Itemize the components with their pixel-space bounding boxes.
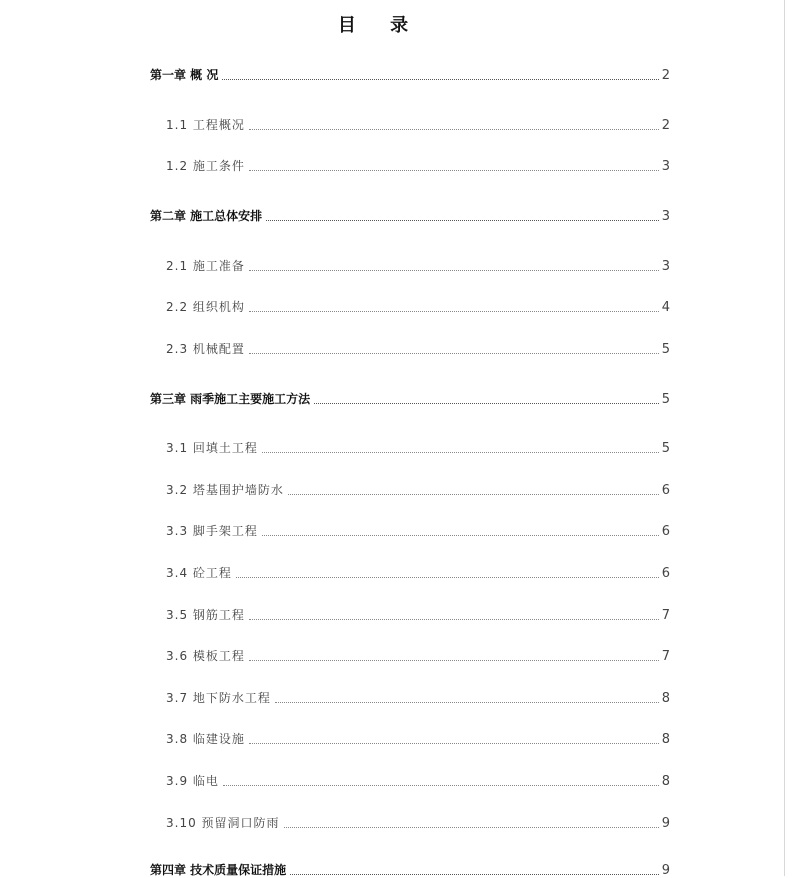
toc-entry-label: 3.3 脚手架工程	[166, 524, 258, 538]
toc-entry-page: 3	[661, 259, 670, 274]
toc-entry-chapter-2[interactable]	[150, 207, 670, 224]
toc-entry-label: 第二章 施工总体安排	[150, 209, 263, 223]
toc-entry-section-3-8[interactable]	[166, 730, 670, 747]
toc-entry-page: 7	[661, 649, 670, 664]
toc-entry-page: 9	[661, 816, 670, 831]
toc-entry-page: 3	[661, 209, 670, 224]
dot-leader	[249, 353, 659, 354]
toc-entry-section-3-9[interactable]	[166, 772, 670, 789]
toc-entry-page: 9	[661, 863, 670, 878]
toc-entry-page: 4	[661, 300, 670, 315]
toc-entry-page: 8	[661, 774, 670, 789]
dot-leader	[223, 785, 659, 786]
dot-leader	[262, 535, 659, 536]
toc-entry-page: 2	[661, 118, 670, 133]
toc-entry-page: 8	[661, 691, 670, 706]
toc-entry-label: 3.2 塔基围护墙防水	[166, 483, 284, 497]
toc-entry-label: 3.6 模板工程	[166, 649, 245, 663]
toc-entry-label: 第三章 雨季施工主要施工方法	[150, 392, 311, 406]
toc-entry-label: 3.4 砼工程	[166, 566, 232, 580]
dot-leader	[249, 270, 659, 271]
toc-entry-label: 1.1 工程概况	[166, 118, 245, 132]
dot-leader	[266, 220, 659, 221]
toc-entry-section-2-3[interactable]	[166, 340, 670, 357]
toc-entry-section-3-5[interactable]	[166, 606, 670, 623]
dot-leader	[284, 827, 659, 828]
dot-leader	[288, 494, 659, 495]
toc-entry-label: 2.3 机械配置	[166, 342, 245, 356]
toc-entry-chapter-1[interactable]	[150, 66, 670, 83]
toc-entry-chapter-3[interactable]	[150, 390, 670, 407]
toc-entry-page: 5	[661, 441, 670, 456]
toc-entry-label: 第一章 概 况	[150, 68, 219, 82]
toc-entry-section-1-2[interactable]	[166, 157, 670, 174]
toc-entry-section-3-10[interactable]	[166, 814, 670, 831]
dot-leader	[236, 577, 659, 578]
toc-entry-page: 6	[661, 524, 670, 539]
toc-entry-section-3-6[interactable]	[166, 647, 670, 664]
dot-leader	[275, 702, 659, 703]
dot-leader	[249, 619, 659, 620]
toc-entry-label: 3.5 钢筋工程	[166, 608, 245, 622]
dot-leader	[249, 170, 659, 171]
toc-entry-page: 8	[661, 732, 670, 747]
toc-entry-section-2-1[interactable]	[166, 257, 670, 274]
toc-entry-page: 3	[661, 159, 670, 174]
dot-leader	[222, 79, 658, 80]
toc-entry-label: 1.2 施工条件	[166, 159, 245, 173]
page-title: 目 录	[337, 15, 423, 36]
toc-entry-section-3-3[interactable]	[166, 522, 670, 539]
toc-entry-page: 7	[661, 608, 670, 623]
dot-leader	[262, 452, 659, 453]
dot-leader	[314, 403, 659, 404]
dot-leader	[290, 874, 659, 875]
toc-entry-section-1-1[interactable]	[166, 116, 670, 133]
toc-entry-page: 5	[661, 392, 670, 407]
toc-entry-page: 2	[661, 68, 670, 83]
toc-entry-section-3-4[interactable]	[166, 564, 670, 581]
toc-entry-label: 2.1 施工准备	[166, 259, 245, 273]
toc-entry-page: 6	[661, 483, 670, 498]
toc-entry-label: 3.8 临建设施	[166, 732, 245, 746]
dot-leader	[249, 129, 659, 130]
toc-entry-label: 第四章 技术质量保证措施	[150, 863, 287, 877]
toc-entry-page: 5	[661, 342, 670, 357]
toc-entry-label: 3.9 临电	[166, 774, 219, 788]
toc-entry-section-2-2[interactable]	[166, 298, 670, 315]
toc-entry-label: 3.1 回填土工程	[166, 441, 258, 455]
toc-entry-section-3-2[interactable]	[166, 481, 670, 498]
toc-entry-label: 2.2 组织机构	[166, 300, 245, 314]
toc-entry-section-3-7[interactable]	[166, 689, 670, 706]
toc-entry-section-3-1[interactable]	[166, 439, 670, 456]
dot-leader	[249, 743, 659, 744]
toc-entry-chapter-4[interactable]	[150, 861, 670, 878]
toc-entry-label: 3.7 地下防水工程	[166, 691, 271, 705]
toc-entry-page: 6	[661, 566, 670, 581]
dot-leader	[249, 660, 659, 661]
toc-entry-label: 3.10 预留洞口防雨	[166, 816, 280, 830]
dot-leader	[249, 311, 659, 312]
